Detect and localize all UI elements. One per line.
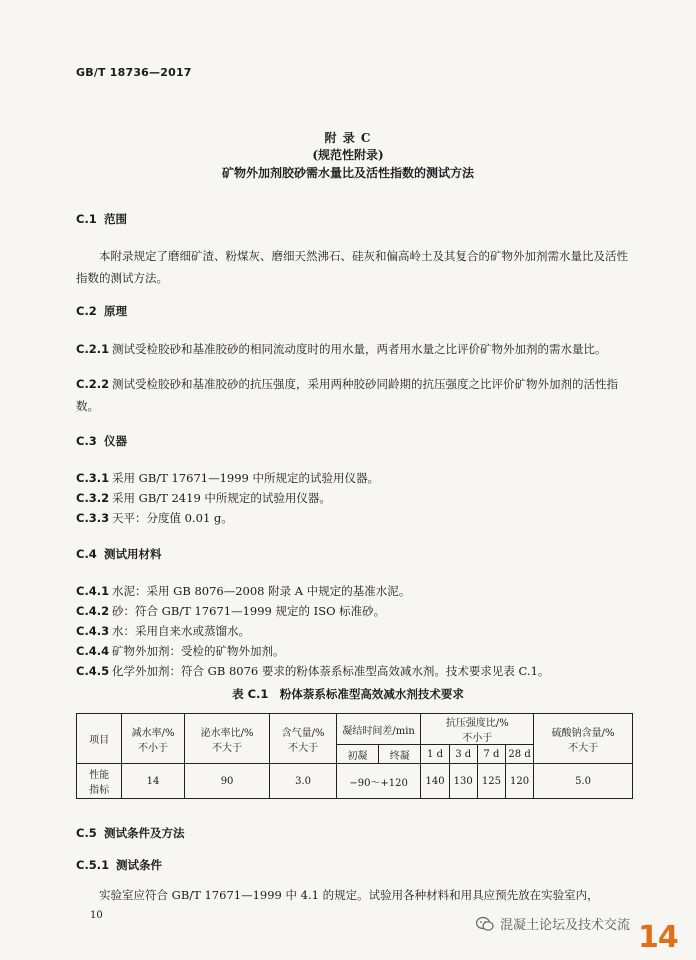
clause-c3-2 [76,487,632,509]
appendix-title: 附 录 C [324,131,372,145]
header-sub: 不大于 [568,742,599,754]
cell-7d: 125 [477,764,505,799]
header-sulfate [534,714,633,764]
header-final: 终凝 [379,745,421,764]
section-title: 测试用材料 [104,547,162,561]
cell-1d: 140 [421,764,449,799]
header-label: 泌水率比/% [200,727,254,739]
header-initial: 初凝 [336,745,378,764]
clause-text: 化学外加剂：符合 GB 8076 要求的粉体萘系标准型高效减水剂。技术要求见表 C.1。 [112,664,550,678]
clause-c4-5 [76,660,632,682]
section-title: 测试条件 [116,858,162,872]
table-row [77,764,633,799]
header-28d: 28 d [505,745,533,764]
clause-c4-2 [76,600,632,622]
clause-number: C.3.1 [76,471,110,485]
clause-text: 采用 GB/T 2419 中所规定的试验用仪器。 [112,491,331,505]
header-label: 抗压强度比/% [445,718,509,729]
watermark [476,914,630,933]
clause-c3-1 [76,467,632,489]
header-3d: 3 d [449,745,477,764]
clause-c4-4 [76,640,632,662]
clause-number: C.4.3 [76,624,110,638]
header-strength [421,714,534,745]
row-label-line2: 指标 [89,785,110,796]
header-water-reduction [122,714,184,764]
header-sub: 不小于 [462,733,493,744]
cell-sulfate: 5.0 [534,764,633,799]
clause-number: C.2.2 [76,377,110,391]
section-heading-c5 [76,825,185,841]
clause-number: C.4.4 [76,644,110,658]
header-bleeding [184,714,270,764]
header-setting: 凝结时间差/min [336,714,421,745]
clause-text: 采用 GB/T 17671—1999 中所规定的试验用仪器。 [112,471,379,485]
table-title: 表 C.1 粉体萘系标准型高效减水剂技术要求 [232,687,464,701]
cell-air: 3.0 [270,764,336,799]
section-text-c5-1: 实验室应符合 GB/T 17671—1999 中 4.1 的规定。试验用各种材料和用具应预先放在实验室内， [99,888,599,902]
section-number: C.2 [76,304,97,318]
cell-water-reduction: 14 [122,764,184,799]
section-title: 原理 [104,304,127,318]
clause-text: 水泥：采用 GB 8076—2008 附录 A 中规定的基准水泥。 [112,584,411,598]
row-label [77,764,122,799]
clause-c4-3 [76,620,632,642]
section-number: C.5.1 [76,858,110,872]
clause-text: 矿物外加剂：受检的矿物外加剂。 [112,644,285,658]
clause-number: C.3.3 [76,511,110,525]
section-text-c1: 本附录规定了磨细矿渣、粉煤灰、磨细天然沸石、硅灰和偏高岭土及其复合的矿物外加剂需水量比及活性指数的测试方法。 [76,249,628,285]
section-heading-c2 [76,303,127,319]
page-number: 10 [90,910,103,921]
section-heading-c1 [76,211,127,227]
clause-text: 测试受检胶砂和基准胶砂的抗压强度，采用两种胶砂同龄期的抗压强度之比评价矿物外加剂的活性指数。 [76,377,618,413]
appendix-type: (规范性附录) [312,148,384,162]
clause-c4-1 [76,580,632,602]
section-heading-c5-1 [76,857,162,873]
section-number: C.4 [76,547,97,561]
clause-text: 水：采用自来水或蒸馏水。 [112,624,250,638]
clause-number: C.2.1 [76,342,110,356]
header-sub: 不大于 [288,742,319,754]
clause-number: C.4.1 [76,584,110,598]
header-air [270,714,336,764]
header-1d: 1 d [421,745,449,764]
clause-number: C.4.5 [76,664,110,678]
header-7d: 7 d [477,745,505,764]
section-title: 仪器 [104,434,127,448]
header-label: 含气量/% [281,727,325,739]
section-number: C.5 [76,826,97,840]
appendix-name: 矿物外加剂胶砂需水量比及活性指数的测试方法 [221,166,474,180]
header-item: 项目 [77,714,122,764]
cell-28d: 120 [505,764,533,799]
clause-c2-1 [76,338,632,360]
clause-text: 天平：分度值 0.01 g。 [112,511,233,525]
clause-text: 测试受检胶砂和基准胶砂的相同流动度时的用水量，两者用水量之比评价矿物外加剂的需水量比。 [112,342,607,356]
clause-c3-3 [76,507,632,529]
clause-c2-2 [76,373,632,417]
row-label-line1: 性能 [89,770,110,781]
watermark-text: 混凝土论坛及技术交流 [500,918,631,933]
cell-setting: −90～+120 [336,764,421,799]
header-sub: 不小于 [138,742,169,754]
corner-number: 14 [638,920,678,955]
section-number: C.1 [76,212,97,226]
section-heading-c3 [76,433,127,449]
cell-3d: 130 [449,764,477,799]
section-heading-c4 [76,546,162,562]
spec-table [76,713,633,799]
clause-number: C.4.2 [76,604,110,618]
header-label: 减水率/% [131,727,175,739]
section-number: C.3 [76,434,97,448]
header-label: 硫酸钠含量/% [551,727,615,739]
section-title: 范围 [104,212,127,226]
section-title: 测试条件及方法 [104,826,185,840]
wechat-icon [476,916,494,932]
clause-number: C.3.2 [76,491,110,505]
cell-bleeding: 90 [184,764,270,799]
standard-code: GB/T 18736—2017 [76,66,192,79]
clause-text: 砂：符合 GB/T 17671—1999 规定的 ISO 标准砂。 [112,604,386,618]
header-sub: 不大于 [212,742,243,754]
